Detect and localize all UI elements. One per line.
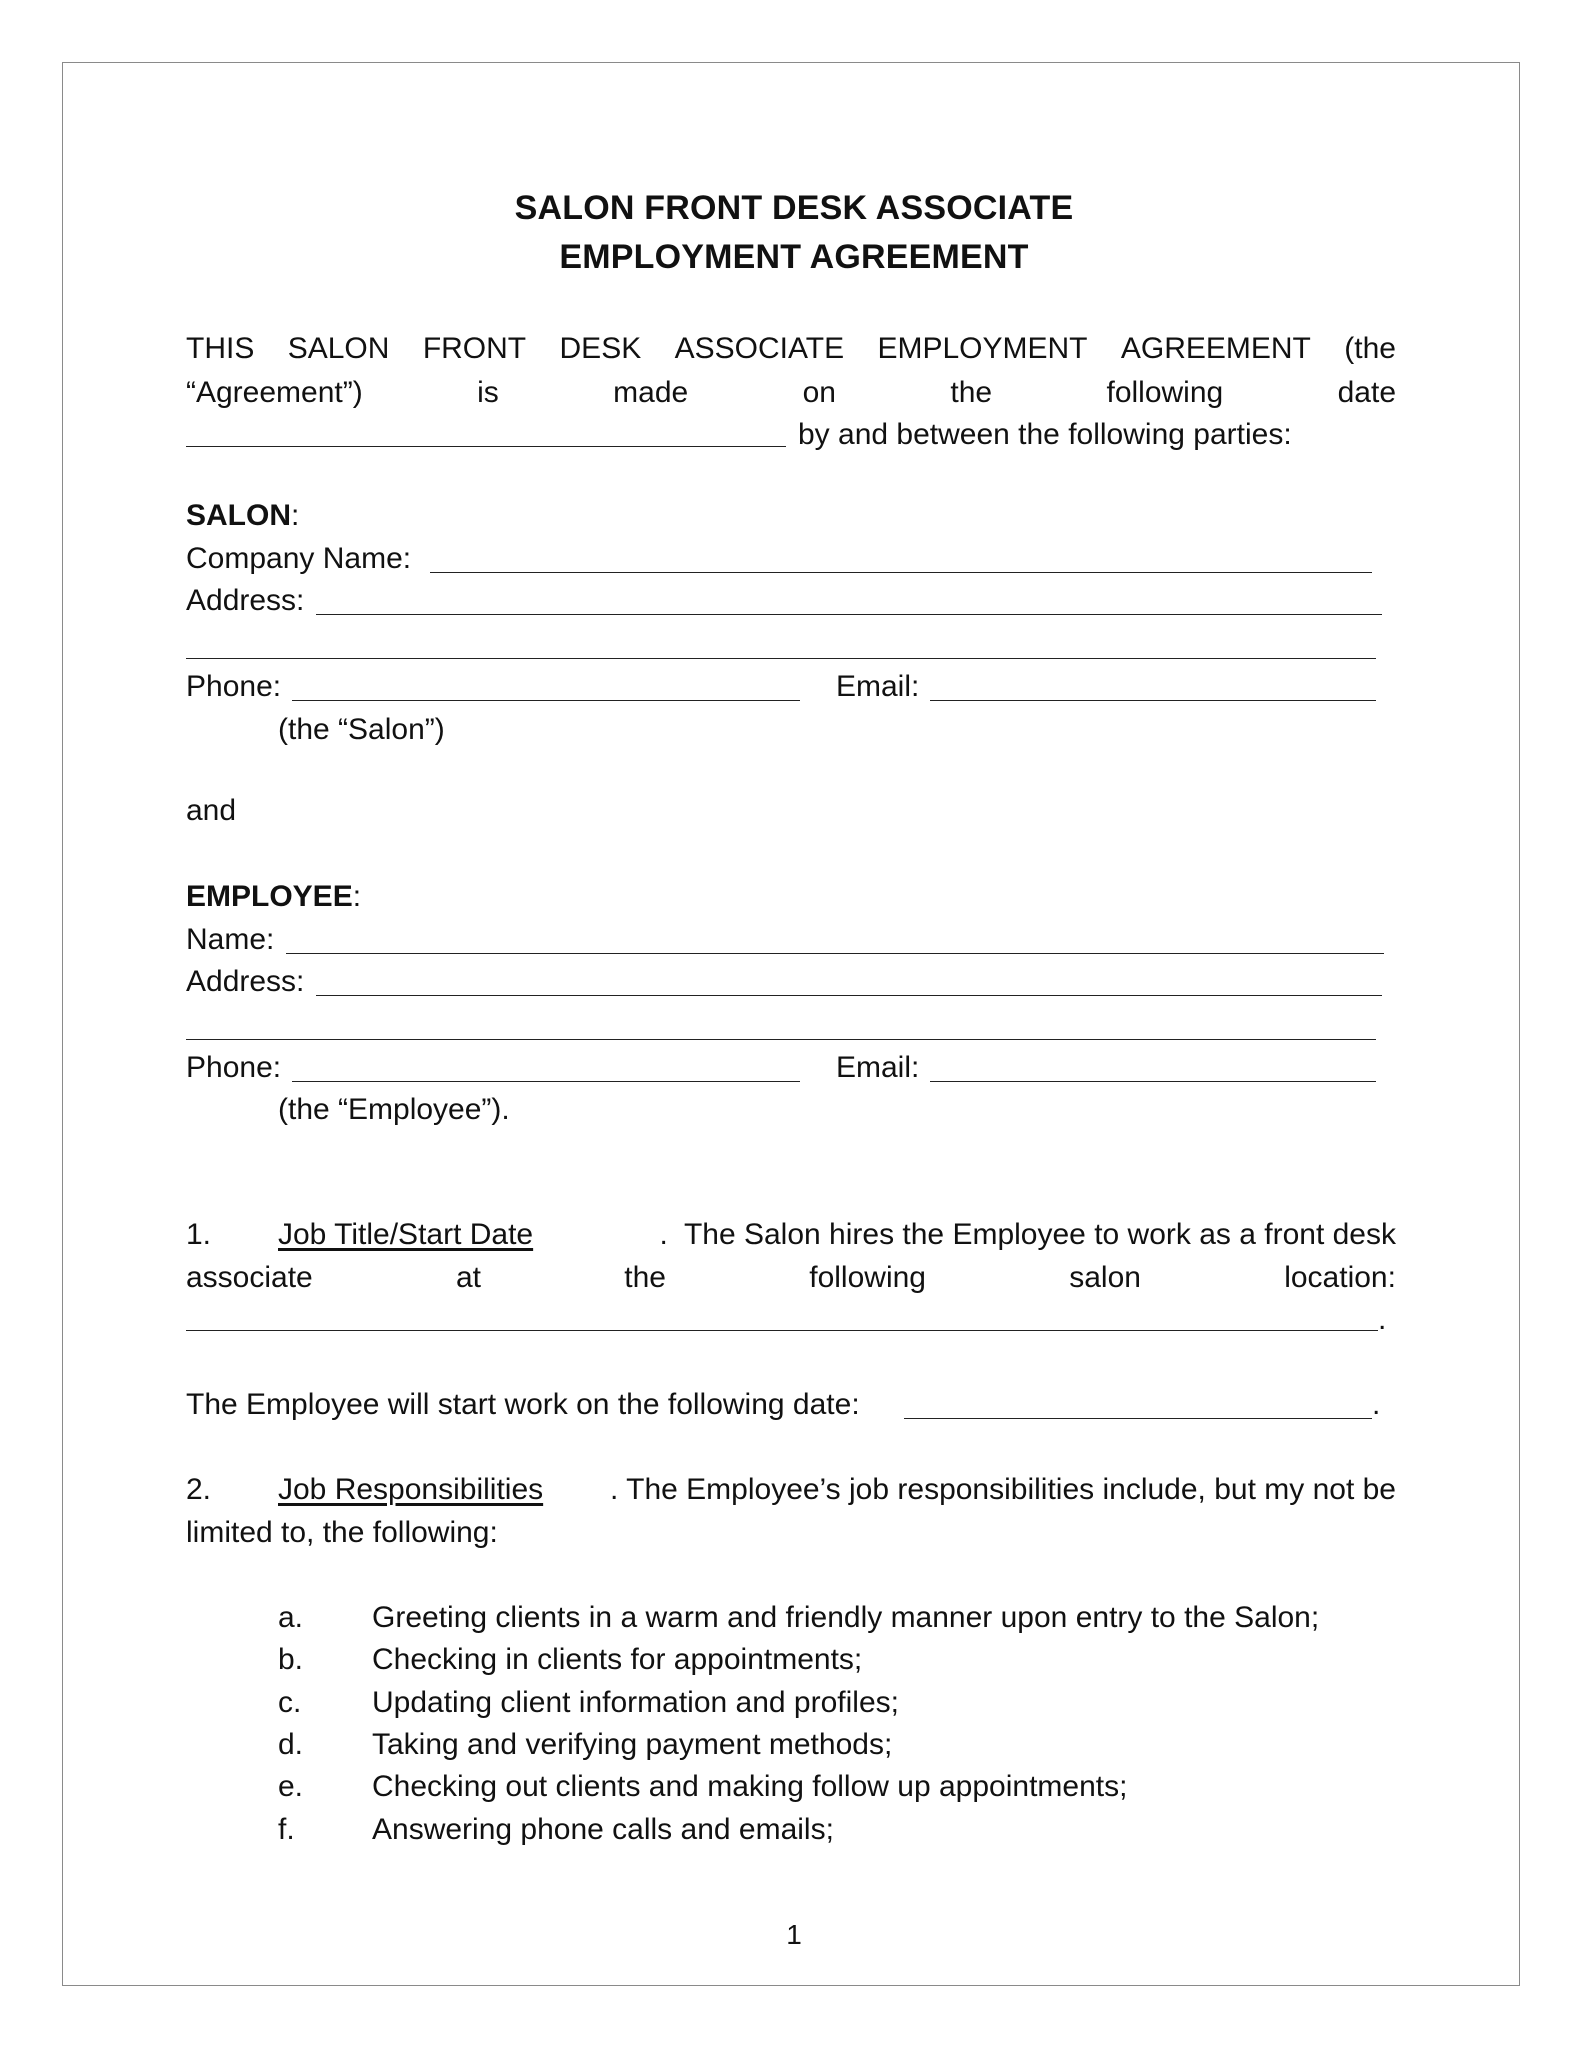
- list-item: Checking out clients and making follow up appointments;: [372, 1770, 1128, 1803]
- document-title-line-2: EMPLOYMENT AGREEMENT: [559, 238, 1029, 276]
- section-2-line-2: limited to, the following:: [186, 1516, 498, 1549]
- list-item-letter: c.: [278, 1686, 302, 1719]
- list-item-letter: b.: [278, 1643, 304, 1676]
- list-item-letter: d.: [278, 1728, 304, 1761]
- salon-company-name-field[interactable]: [430, 572, 1372, 573]
- employee-address-label: Address:: [186, 965, 305, 998]
- salon-email-field[interactable]: [930, 700, 1376, 701]
- agreement-date-blank[interactable]: [186, 446, 786, 447]
- section-1-heading: Job Title/Start Date: [278, 1218, 534, 1251]
- employee-phone-field[interactable]: [292, 1081, 800, 1082]
- list-item-letter: f.: [278, 1813, 295, 1846]
- start-date-text: The Employee will start work on the following date:: [186, 1388, 860, 1421]
- list-item: Greeting clients in a warm and friendly manner upon entry to the Salon;: [372, 1601, 1320, 1634]
- section-2-heading: Job Responsibilities: [278, 1473, 544, 1506]
- section-1-number: 1.: [186, 1218, 212, 1251]
- salon-address-field-line-2[interactable]: [186, 658, 1376, 659]
- salon-company-name-label: Company Name:: [186, 542, 412, 575]
- employee-address-field[interactable]: [316, 995, 1382, 996]
- section-1-line-2: associate at the following salon location:: [186, 1261, 1396, 1294]
- employee-name-label: Name:: [186, 923, 275, 956]
- intro-line-2: “Agreement”) is made on the following date: [186, 376, 1396, 409]
- and-text: and: [186, 794, 237, 827]
- employee-address-field-line-2[interactable]: [186, 1039, 1376, 1040]
- list-item-letter: e.: [278, 1770, 304, 1803]
- salon-email-label: Email:: [836, 670, 920, 703]
- employee-email-field[interactable]: [930, 1081, 1376, 1082]
- salon-address-label: Address:: [186, 584, 305, 617]
- start-date-period: .: [1372, 1388, 1381, 1421]
- intro-line-3: by and between the following parties:: [798, 418, 1292, 451]
- document-title-line-1: SALON FRONT DESK ASSOCIATE: [514, 189, 1074, 227]
- list-item: Updating client information and profiles;: [372, 1686, 899, 1719]
- salon-location-field[interactable]: [186, 1330, 1378, 1331]
- section-1-line-1: Job Title/Start Date . The Salon hires the Employee to work as a front desk: [278, 1218, 1396, 1251]
- list-item: Taking and verifying payment methods;: [372, 1728, 893, 1761]
- employee-name-field[interactable]: [286, 953, 1384, 954]
- employee-phone-label: Phone:: [186, 1051, 282, 1084]
- section-2-line-1: Job Responsibilities . The Employee’s job responsibilities include, but my not be: [278, 1473, 1396, 1506]
- salon-designation: (the “Salon”): [278, 713, 445, 746]
- section-2-number: 2.: [186, 1473, 212, 1506]
- salon-heading: SALON:: [186, 499, 300, 532]
- employee-designation: (the “Employee”).: [278, 1093, 510, 1126]
- list-item-letter: a.: [278, 1601, 304, 1634]
- list-item: Checking in clients for appointments;: [372, 1643, 863, 1676]
- employee-email-label: Email:: [836, 1051, 920, 1084]
- list-item: Answering phone calls and emails;: [372, 1813, 834, 1846]
- salon-address-field[interactable]: [316, 614, 1382, 615]
- salon-location-period: .: [1378, 1303, 1387, 1336]
- page-number: 1: [786, 1919, 802, 1950]
- employee-heading: EMPLOYEE:: [186, 880, 362, 913]
- intro-line-1: THIS SALON FRONT DESK ASSOCIATE EMPLOYMENT AGREEMENT (the: [186, 332, 1396, 365]
- start-date-field[interactable]: [904, 1418, 1372, 1419]
- salon-phone-field[interactable]: [292, 700, 800, 701]
- salon-phone-label: Phone:: [186, 670, 282, 703]
